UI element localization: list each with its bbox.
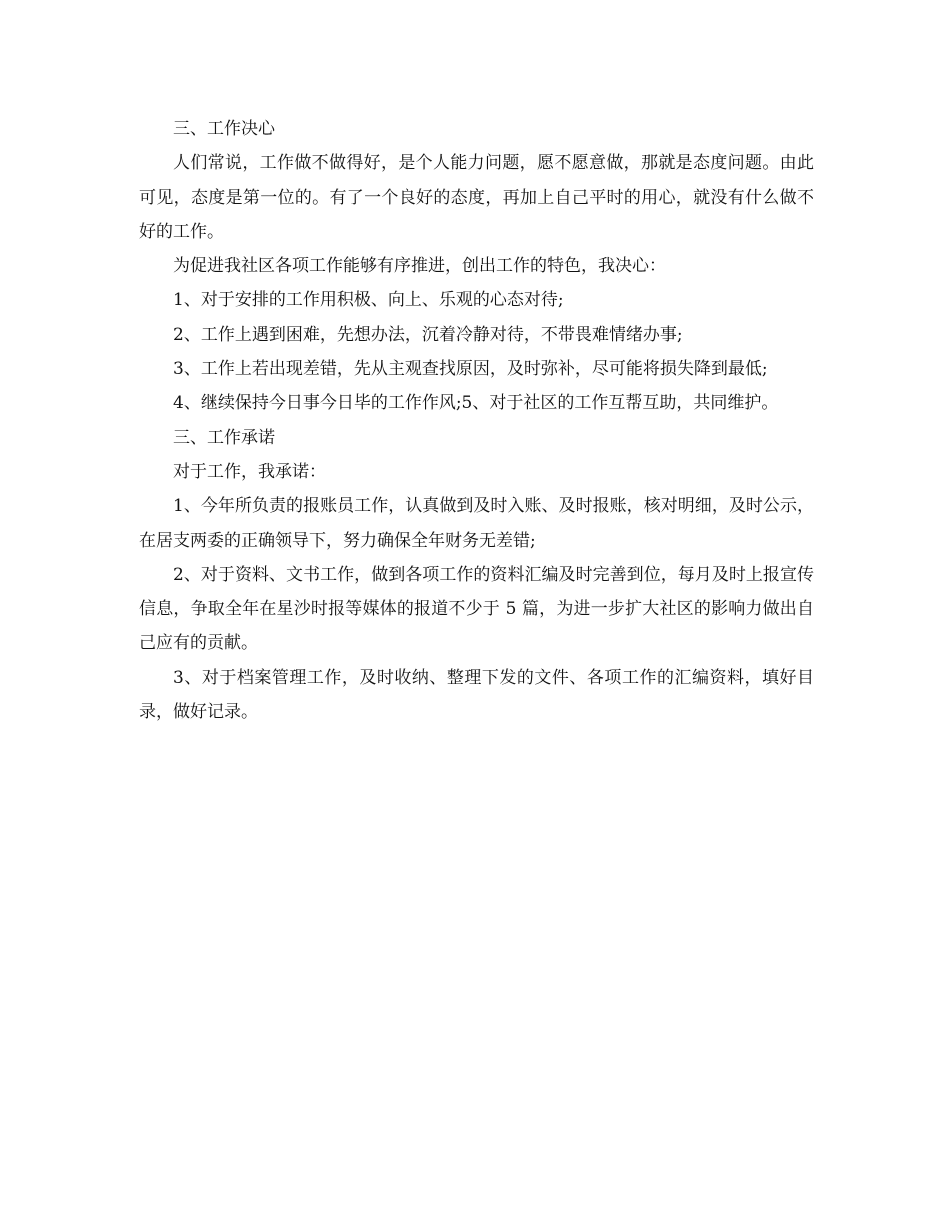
resolve-item-1: 1、对于安排的工作用积极、向上、乐观的心态对待; (173, 290, 564, 311)
section-heading-work-commitment: 三、工作承诺 (173, 427, 275, 448)
paragraph-attitude: 人们常说，工作做不做得好，是个人能力问题，愿不愿意做，那就是态度问题。由此可见，态度是第一位的。有了一个良好的态度，再加上自己平时的用心，就没有什么做不好的工作。 (139, 153, 814, 242)
commitment-item-1: 1、今年所负责的报账员工作，认真做到及时入账、及时报账，核对明细，及时公示，在居支两委的正确领导下，努力确保全年财务无差错; (139, 496, 814, 551)
resolve-item-4-5: 4、继续保持今日事今日毕的工作作风;5、对于社区的工作互帮互助，共同维护。 (173, 393, 779, 414)
commitment-item-2: 2、对于资料、文书工作，做到各项工作的资料汇编及时完善到位，每月及时上报宣传信息，争取全年在星沙时报等媒体的报道不少于 5 篇，为进一步扩大社区的影响力做出自己应有的贡献。 (139, 564, 814, 654)
resolve-item-2: 2、工作上遇到困难，先想办法，沉着冷静对待，不带畏难情绪办事; (173, 324, 683, 345)
commitment-item-3: 3、对于档案管理工作，及时收纳、整理下发的文件、各项工作的汇编资料，填好目录，做好记录。 (139, 667, 814, 723)
section-heading-work-resolve: 三、工作决心 (173, 119, 275, 139)
document-body (139, 112, 814, 729)
paragraph-resolve-intro: 为促进我社区各项工作能够有序推进，创出工作的特色，我决心： (173, 256, 666, 277)
paragraph-commitment-intro: 对于工作，我承诺： (173, 461, 326, 482)
resolve-item-3: 3、工作上若出现差错，先从主观查找原因，及时弥补，尽可能将损失降到最低; (173, 359, 768, 380)
